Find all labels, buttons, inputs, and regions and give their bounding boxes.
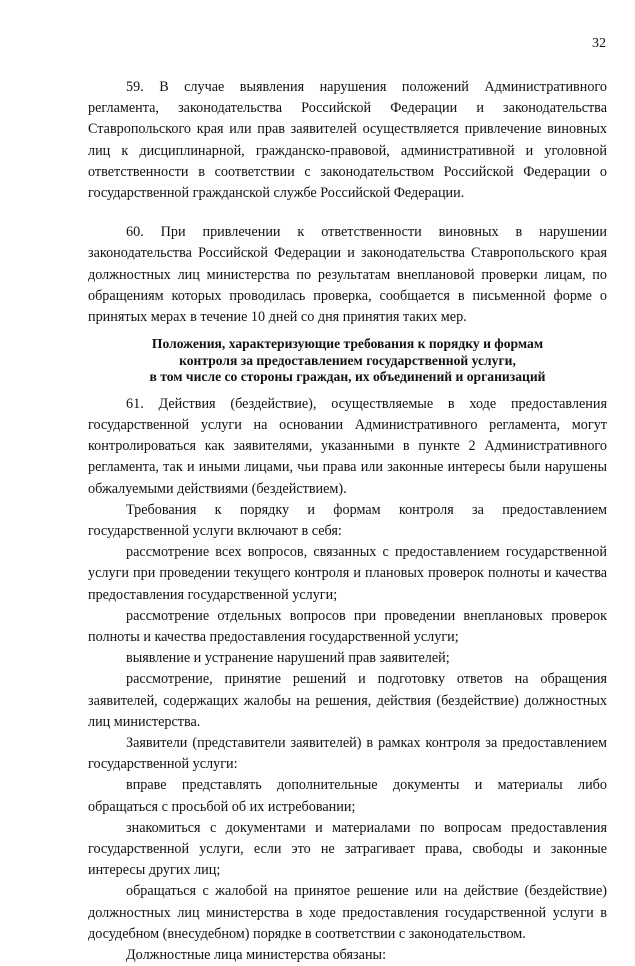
section-heading — [88, 336, 607, 386]
document-body — [88, 77, 607, 966]
requirement-item: рассмотрение, принятие решений и подготовку ответов на обращения заявителей, содержащих жалобы на решения, действия (бездействие) должностных лиц министерства. — [88, 671, 607, 730]
section-heading-line-1: Положения, характеризующие требования к порядку и формам — [151, 336, 544, 352]
paragraph-60: 60. При привлечении к ответственности виновных в нарушении законодательства Российской Федерации и законодательства Ставропольского края должностных лиц министерства по результатам внеплановой проверки лицам, по обращениям которых проводилась проверка, сообщается в письменной форме о принятых мерах в течение 10 дней со дня принятия таких мер. — [88, 224, 607, 326]
section-heading-line-2: контроля за предоставлением государственной услуги, — [179, 352, 516, 368]
applicant-right-item: обращаться с жалобой на принятое решение или на действие (бездействие) должностных лиц министерства в ходе предоставления государственной услуги в досудебном (внесудебном) порядке в соответствии с законодательством. — [88, 883, 607, 942]
requirement-item: выявление и устранение нарушений прав заявителей; — [126, 650, 450, 667]
applicant-right-item: знакомиться с документами и материалами по вопросам предоставления государственной услуги, если это не затрагивает права, свободы и законные интересы других лиц; — [88, 819, 607, 879]
applicant-right-item: вправе представлять дополнительные документы и материалы либо обращаться с просьбой об их истребовании; — [88, 777, 607, 815]
page-number: 32 — [592, 36, 606, 51]
requirements-intro: Требования к порядку и формам контроля за предоставлением государственной услуги включают в себя: — [88, 501, 607, 539]
requirement-item: рассмотрение всех вопросов, связанных с предоставлением государственной услуги при проведении текущего контроля и плановых проверок полноты и качества предоставления государственной услуги; — [88, 544, 607, 603]
applicants-intro: Заявители (представители заявителей) в рамках контроля за предоставлением государственной услуги: — [88, 734, 607, 773]
requirement-item: рассмотрение отдельных вопросов при проведении внеплановых проверок полноты и качества предоставления государственной услуги; — [88, 607, 607, 645]
paragraph-gap — [88, 386, 607, 394]
paragraph-59: 59. В случае выявления нарушения положений Административного регламента, законодательства Российской Федерации и законодательства Ставропольского края или прав заявителей осуществляется привлечение виновных лиц к дисциплинарной, гражданско-правовой, административной и уголовной ответственности в соответствии с законодательством Российской Федерации о государственной гражданской службе Российской Федерации. — [88, 79, 607, 202]
paragraph-gap — [88, 204, 607, 222]
paragraph-gap — [88, 328, 607, 336]
paragraph-61: 61. Действия (бездействие), осуществляемые в ходе предоставления государственной услуги на основании Административного регламента, могут контролироваться как заявителями, указанными в пункте 2 Административного регламента, так и иными лицами, чьи права или законные интересы были нарушены обжалуемыми действиями (бездействием). — [88, 395, 607, 497]
officials-intro: Должностные лица министерства обязаны: — [126, 947, 387, 964]
section-heading-line-3: в том числе со стороны граждан, их объединений и организаций — [149, 369, 546, 385]
